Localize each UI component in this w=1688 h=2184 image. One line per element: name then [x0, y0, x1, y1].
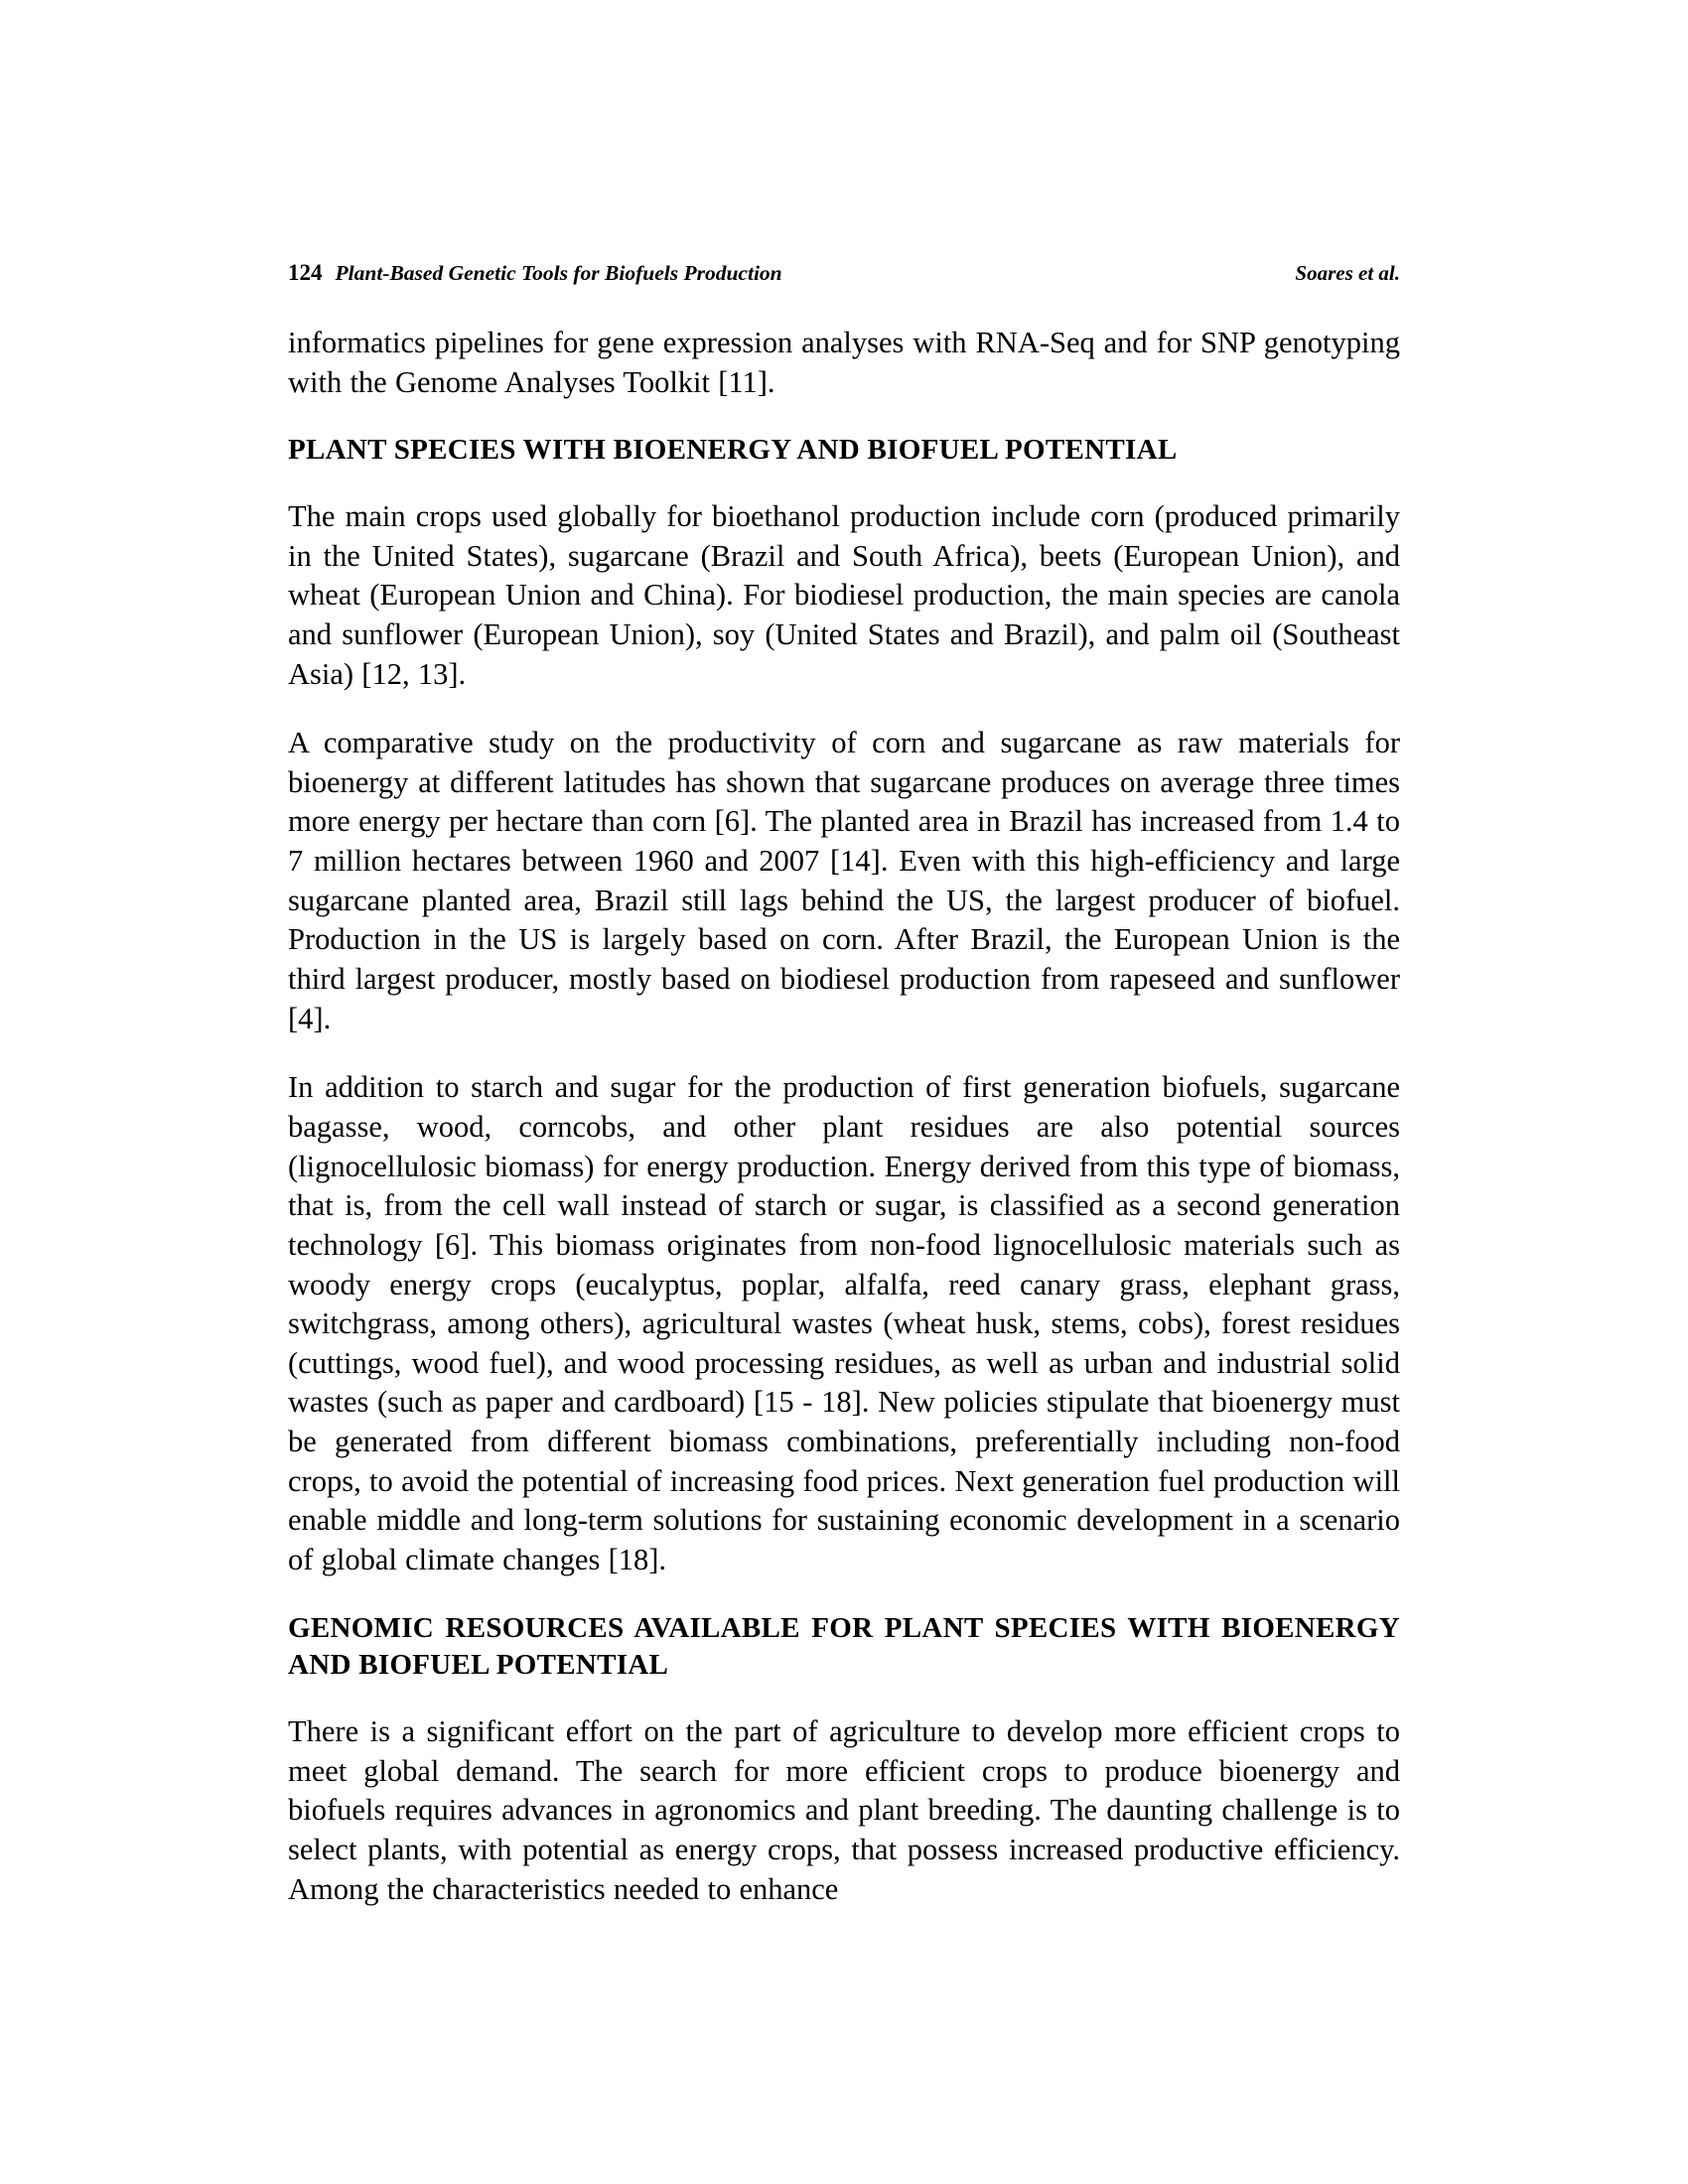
paragraph-main-crops: The main crops used globally for bioethanol production include corn (produced primarily in the United States), sugarcane (Brazil and South Africa), beets (European Union), and wheat (European Union and China). For biodiesel production, the main species are canola and sunflower (European Union), soy (United States and Brazil), and palm oil (Southeast Asia) [12, 13].: [288, 498, 1400, 691]
paragraph-continued: informatics pipelines for gene expression analyses with RNA-Seq and for SNP genotyping with the Genome Analyses Toolkit [11].: [288, 326, 1400, 399]
section-heading-plant-species: PLANT SPECIES WITH BIOENERGY AND BIOFUEL POTENTIAL: [288, 434, 1178, 467]
running-head: [288, 260, 1400, 286]
section-heading-genomic-resources: GENOMIC RESOURCES AVAILABLE FOR PLANT SPECIES WITH BIOENERGY AND BIOFUEL POTENTIAL: [288, 1611, 1400, 1682]
running-head-left: [288, 260, 782, 286]
page-number: 124: [288, 260, 323, 285]
paragraph-comparative-study: A comparative study on the productivity of corn and sugarcane as raw materials for bioenergy at different latitudes has shown that sugarcane produces on average three times more energy per hectare than corn [6]. The planted area in Brazil has increased from 1.4 to 7 million hectares between 1960 and 2007 [14]. Even with this high-efficiency and large sugarcane planted area, Brazil still lags behind the US, the largest producer of biofuel. Production in the US is largely based on corn. After Brazil, the European Union is the third largest producer, mostly based on biodiesel production from rapeseed and sunflower [4].: [288, 726, 1400, 1035]
book-title: Plant-Based Genetic Tools for Biofuels Production: [335, 261, 782, 285]
paragraph-lignocellulosic: In addition to starch and sugar for the production of first generation biofuels, sugarcane bagasse, wood, corncobs, and other plant residues are also potential sources (lignocellulosic biomass) for energy production. Energy derived from this type of biomass, that is, from the cell wall instead of starch or sugar, is classified as a second generation technology [6]. This biomass originates from non-food lignocellulosic materials such as woody energy crops (eucalyptus, poplar, alfalfa, reed canary grass, elephant grass, switchgrass, among others), agricultural wastes (wheat husk, stems, cobs), forest residues (cuttings, wood fuel), and wood processing residues, as well as urban and industrial solid wastes (such as paper and cardboard) [15 - 18]. New policies stipulate that bioenergy must be generated from different biomass combinations, preferentially including non-food crops, to avoid the potential of increasing food prices. Next generation fuel production will enable middle and long-term solutions for sustaining economic development in a scenario of global climate changes [18].: [288, 1070, 1400, 1576]
page-content: [288, 260, 1400, 1939]
paragraph-significant-effort: There is a significant effort on the part of agriculture to develop more efficient crops to meet global demand. The search for more efficient crops to produce bioenergy and biofuels requires advances in agronomics and plant breeding. The daunting challenge is to select plants, with potential as energy crops, that possess increased productive efficiency. Among the characteristics needed to enhance: [288, 1714, 1400, 1906]
author-names: Soares et al.: [1295, 261, 1400, 285]
